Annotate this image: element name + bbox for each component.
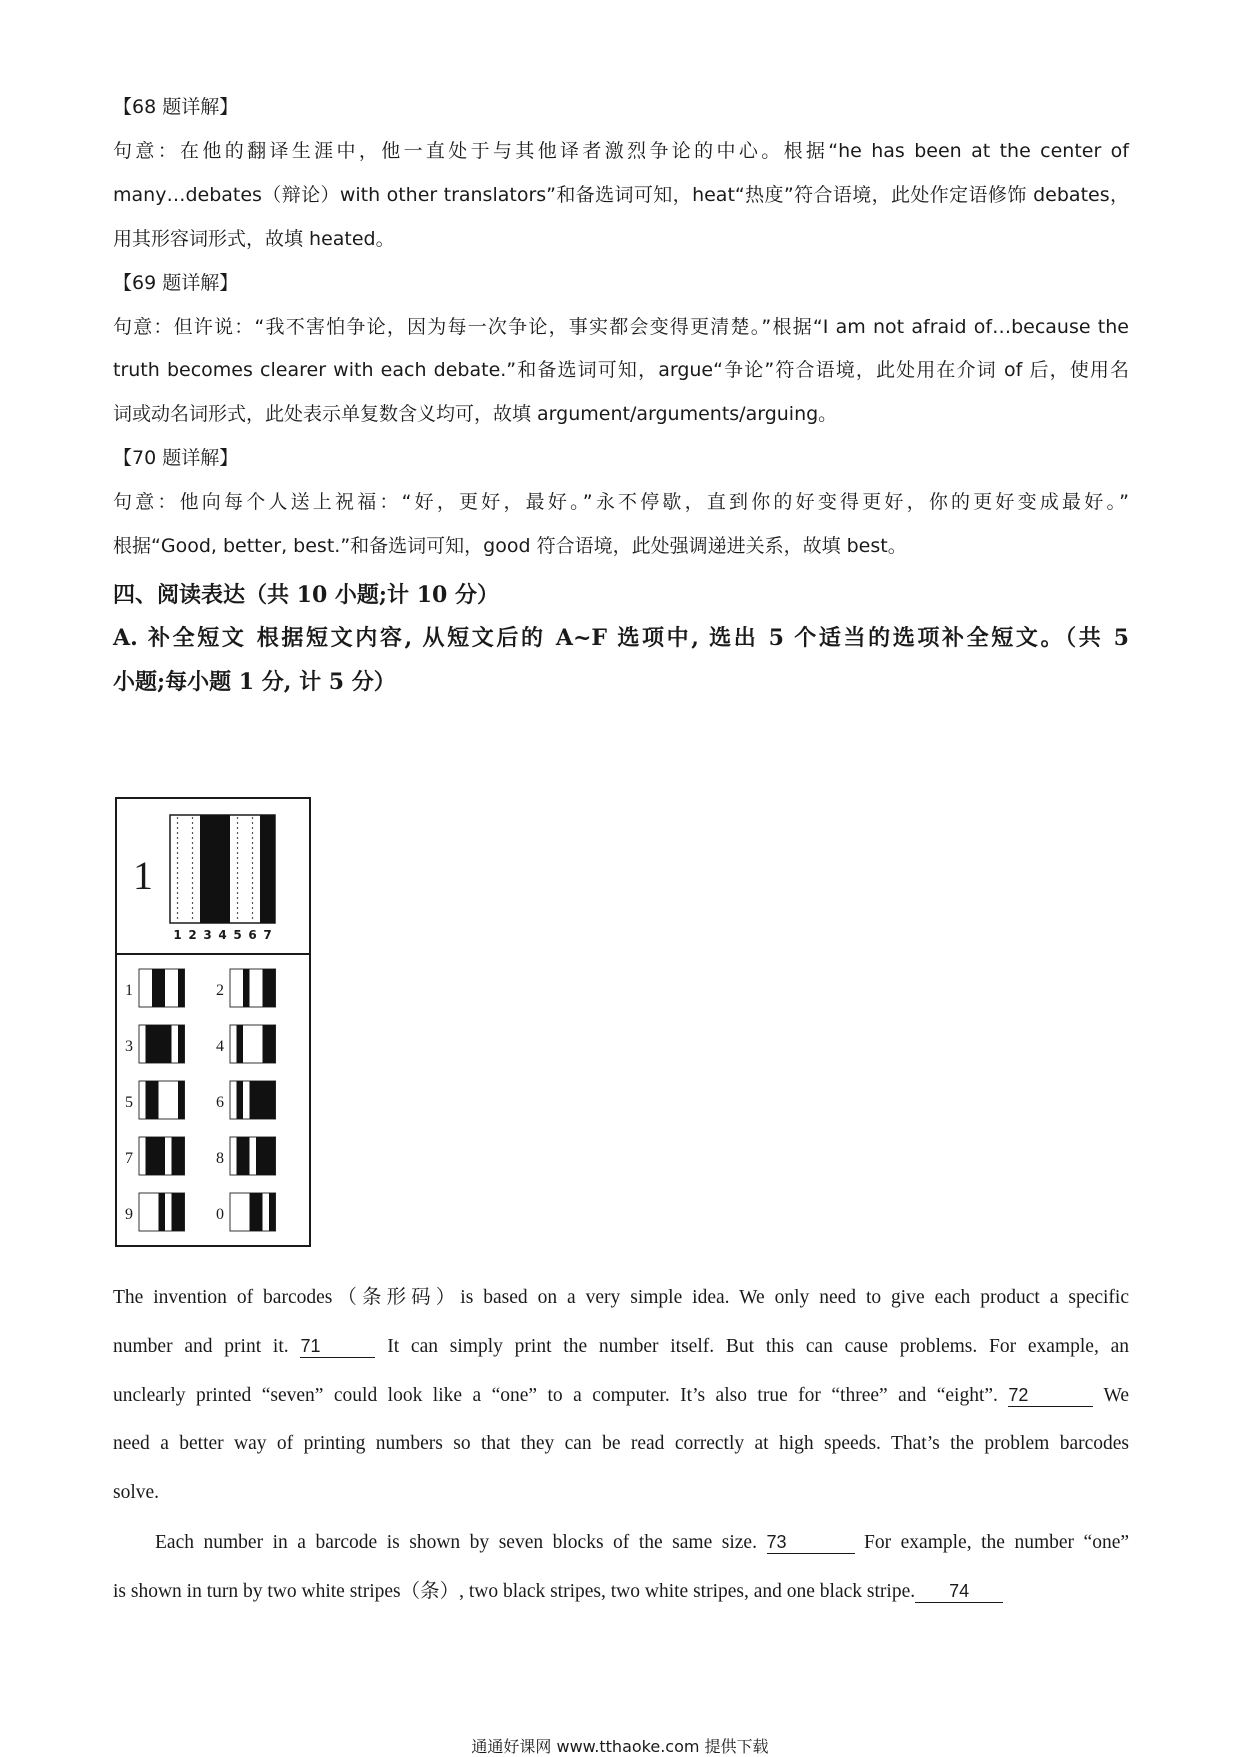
q69-line-1: 句意：但许说：“我不害怕争论，因为每一次争论，事实都会变得更清楚。”根据“I am not afraid of…because the [113,316,1129,338]
blank-71[interactable]: 71 [300,1336,375,1358]
passage-p1-line-2 [113,1336,1129,1358]
passage-p1-text-2a: number and print it. [113,1336,289,1357]
page-footer: 通通好课网 www.tthaoke.com 提供下载 [471,1737,769,1756]
digit-pattern-module [263,1081,270,1119]
position-number: 3 [203,928,212,942]
big-barcode-module [200,815,215,923]
digit-pattern-module [178,969,185,1007]
digit-pattern-module [159,1137,166,1175]
q68-heading: 【68 题详解】 [113,96,239,118]
q70-heading: 【70 题详解】 [113,447,239,469]
passage-p1-line-1: The invention of barcodes（条形码）is based on a very simple idea. We only need to give each product a specific [113,1287,1129,1308]
q69-line-3: 词或动名词形式，此处表示单复数含义均可，故填 argument/arguments/arguing。 [113,403,838,425]
digit-label: 2 [216,982,224,999]
passage-p1-line-4: need a better way of printing numbers so that they can be read correctly at high speeds. That’s the problem barcodes [113,1433,1129,1454]
passage-p1-line-3 [113,1385,1129,1407]
digit-label: 8 [216,1150,224,1167]
position-number: 1 [173,928,182,942]
q68-line-1: 句意：在他的翻译生涯中，他一直处于与其他译者激烈争论的中心。根据“he has been at the center of [113,140,1129,162]
digit-label: 4 [216,1038,224,1055]
digit-pattern-module [256,1081,263,1119]
digit-pattern-module [146,1081,153,1119]
digit-label: 6 [216,1094,224,1111]
digit-pattern-module [256,1137,263,1175]
digit-pattern-module [269,1193,276,1231]
digit-label: 0 [216,1206,224,1223]
digit-pattern-module [152,1081,159,1119]
passage-p2-text-2a: is shown in turn by two white stripes（条）, two black stripes, two white stripes, and one black stripe. [113,1581,916,1602]
digit-pattern-module [263,1137,270,1175]
barcode-figure [115,797,311,1247]
digit-label: 9 [125,1206,133,1223]
q68-line-3: 用其形容词形式，故填 heated。 [113,228,395,250]
digit-pattern-module [152,969,159,1007]
position-number: 5 [233,928,242,942]
position-number: 2 [188,928,197,942]
digit-pattern-module [152,1025,159,1063]
digit-label: 5 [125,1094,133,1111]
digit-label: 3 [125,1038,133,1055]
digit-pattern-module [263,969,270,1007]
digit-pattern-module [178,1137,185,1175]
digit-pattern-module [243,1137,250,1175]
digit-pattern-module [146,1025,153,1063]
big-barcode-module [215,815,230,923]
digit-pattern-module [237,1137,244,1175]
digit-pattern-module [165,1025,172,1063]
digit-label: 1 [125,982,133,999]
big-digit-label: 1 [133,853,153,898]
digit-pattern-module [269,1137,276,1175]
digit-pattern-module [250,1081,257,1119]
digit-pattern-module [146,1137,153,1175]
big-barcode-module [260,815,275,923]
digit-pattern-module [178,1025,185,1063]
digit-pattern-module [159,969,166,1007]
digit-pattern-module [172,1193,179,1231]
digit-pattern-module [172,1137,179,1175]
digit-pattern-module [269,1081,276,1119]
section-subtitle-line-1: A. 补全短文 根据短文内容, 从短文后的 A~F 选项中, 选出 5 个适当的选项补全短文。（共 5 [113,625,1129,651]
passage-p2-text-1a: Each number in a barcode is shown by seven blocks of the same size. [155,1532,757,1553]
passage-p1-text-3a: unclearly printed “seven” could look like a “one” to a computer. It’s also true for “three” and “eight”. [113,1385,998,1406]
position-number: 7 [263,928,272,942]
digit-pattern-module [159,1025,166,1063]
position-number: 4 [218,928,227,942]
digit-pattern-module [237,1025,244,1063]
digit-pattern-module [269,969,276,1007]
digit-pattern-module [263,1025,270,1063]
section-subtitle-line-2: 小题;每小题 1 分, 计 5 分） [113,669,396,695]
passage-p1-line-5: solve. [113,1482,160,1503]
section-title: 四、阅读表达（共 10 小题;计 10 分） [113,582,499,608]
blank-74[interactable]: 74 [915,1581,1003,1603]
passage-p2-text-1b: For example, the number “one” [864,1532,1130,1553]
digit-pattern-module [178,1081,185,1119]
q68-line-2: many…debates（辩论）with other translators”和备选词可知，heat“热度”符合语境，此处作定语修饰 debates， [113,184,1129,206]
q69-line-2: truth becomes clearer with each debate.”和备选词可知，argue“争论”符合语境，此处用在介词 of 后，使用名 [113,359,1129,381]
q70-line-1: 句意：他向每个人送上祝福：“好，更好，最好。”永不停歇，直到你的好变得更好，你的更好变成最好。” [113,491,1129,513]
q70-line-2: 根据“Good, better, best.”和备选词可知，good 符合语境，此处强调递进关系，故填 best。 [113,535,907,557]
digit-label: 7 [125,1150,133,1167]
passage-p2-line-1 [155,1532,1129,1554]
passage-p2-line-2 [113,1581,1003,1603]
digit-pattern-module [159,1193,166,1231]
digit-pattern-module [152,1137,159,1175]
digit-pattern-module [178,1193,185,1231]
passage-p1-text-2b: It can simply print the number itself. But this can cause problems. For example, an [387,1336,1130,1357]
position-number: 6 [248,928,257,942]
digit-pattern-module [237,1081,244,1119]
digit-pattern-module [243,969,250,1007]
blank-72[interactable]: 72 [1008,1385,1093,1407]
q69-heading: 【69 题详解】 [113,272,239,294]
digit-pattern-module [269,1025,276,1063]
digit-pattern-module [250,1193,257,1231]
blank-73[interactable]: 73 [767,1532,855,1554]
digit-pattern-module [256,1193,263,1231]
passage-p1-text-3b: We [1103,1385,1129,1406]
